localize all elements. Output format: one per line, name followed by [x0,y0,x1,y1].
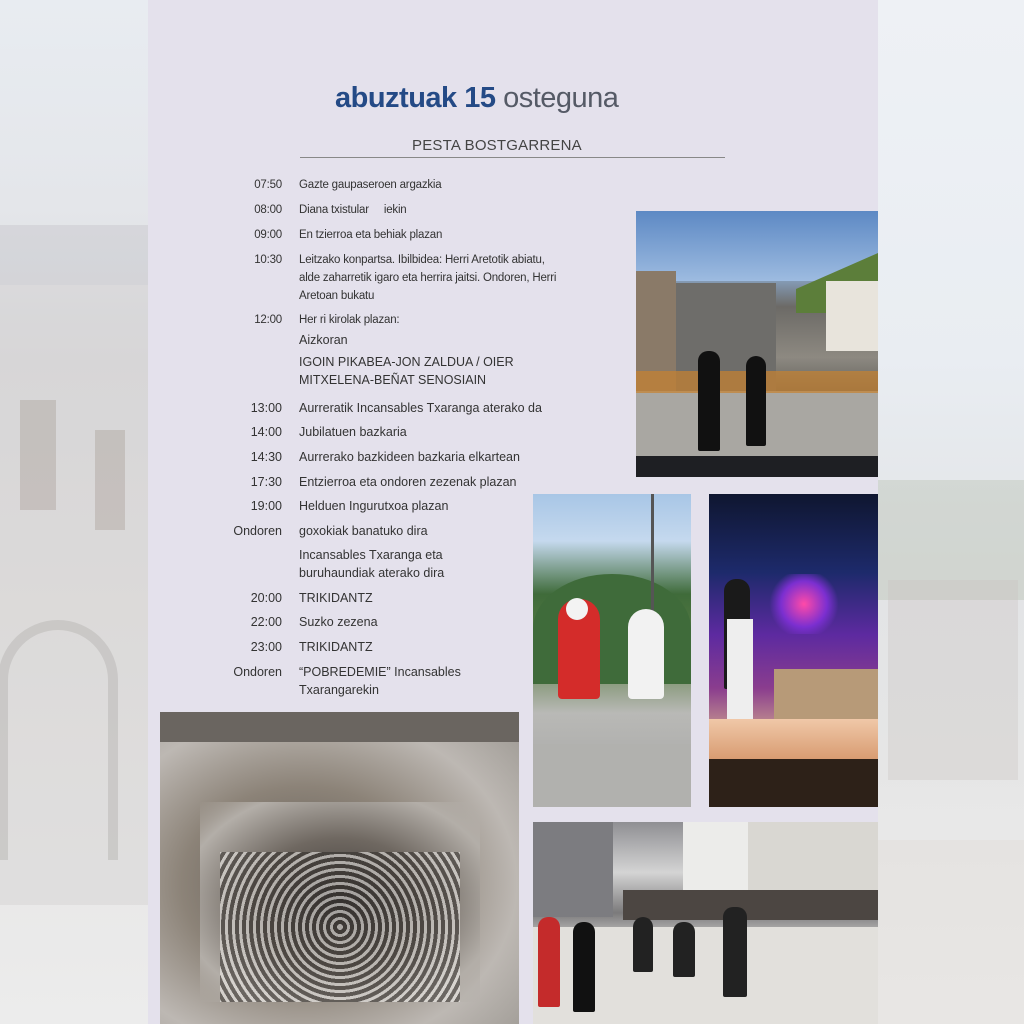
schedule-desc: Gazte gaupaseroen argazkia [299,179,442,191]
schedule-desc: IGOIN PIKABEA-JON ZALDUA / OIER MITXELENA-BEÑAT SENOSIAIN [299,355,514,387]
schedule-desc: Diana txistular iekin [299,204,407,216]
schedule-time: 09:00 [254,229,282,241]
schedule-desc: Leitzako konpartsa. Ibilbidea: Herri Aretotik abiatu, alde zaharretik igaro eta herrira jaitsi. Ondoren, Herri Aretoan bukatu [299,254,557,302]
fronton-dancers-photo [636,211,878,477]
schedule-desc: Entzierroa eta ondoren zezenak plazan [299,475,517,489]
schedule-time: 07:50 [254,179,282,191]
concert-stage-photo [709,494,878,807]
schedule-time: 14:30 [250,450,282,464]
schedule-time: 12:00 [254,314,282,326]
divider [300,157,725,158]
schedule-desc: Aurrerako bazkideen bazkaria elkartean [299,450,520,464]
title-weekday: osteguna [503,82,619,114]
schedule-time: Ondoren [233,524,282,538]
title-date: abuztuak 15 [335,82,496,114]
schedule-desc: “POBREDEMIE” Incansables Txarangarekin [299,665,461,697]
schedule-desc: Suzko zezena [299,615,378,629]
giants-street-photo [533,494,691,807]
schedule-desc: En tzierroa eta behiak plazan [299,229,443,241]
rural-sports-photo [533,822,878,1024]
background-right [878,0,1024,1024]
schedule-time: 17:30 [250,475,282,489]
schedule-desc: TRIKIDANTZ [299,591,373,605]
schedule-desc: TRIKIDANTZ [299,640,373,654]
schedule-desc: Helduen Ingurutxoa plazan [299,499,449,513]
schedule-time: 20:00 [250,591,282,605]
schedule-desc: Her ri kirolak plazan: [299,314,400,326]
schedule-time: 19:00 [250,499,282,513]
schedule-time: 22:00 [250,615,282,629]
schedule-desc: Aizkoran [299,333,348,347]
schedule-time: 13:00 [250,401,282,415]
page-subtitle: PESTA BOSTGARRENA [412,137,582,154]
schedule-desc: Jubilatuen bazkaria [299,425,407,439]
schedule-time: 08:00 [254,204,282,216]
background-left [0,0,148,1024]
schedule-time: 14:00 [250,425,282,439]
page-title [335,82,618,115]
schedule-time: 10:30 [254,254,282,266]
program-page [148,0,878,1024]
crowd-square-photo [160,712,519,1024]
schedule-time: 23:00 [250,640,282,654]
schedule-desc: Incansables Txaranga eta buruhaundiak aterako dira [299,548,445,580]
schedule-time: Ondoren [233,665,282,679]
schedule-desc: Aurreratik Incansables Txaranga aterako da [299,401,542,415]
schedule-desc: goxokiak banatuko dira [299,524,428,538]
